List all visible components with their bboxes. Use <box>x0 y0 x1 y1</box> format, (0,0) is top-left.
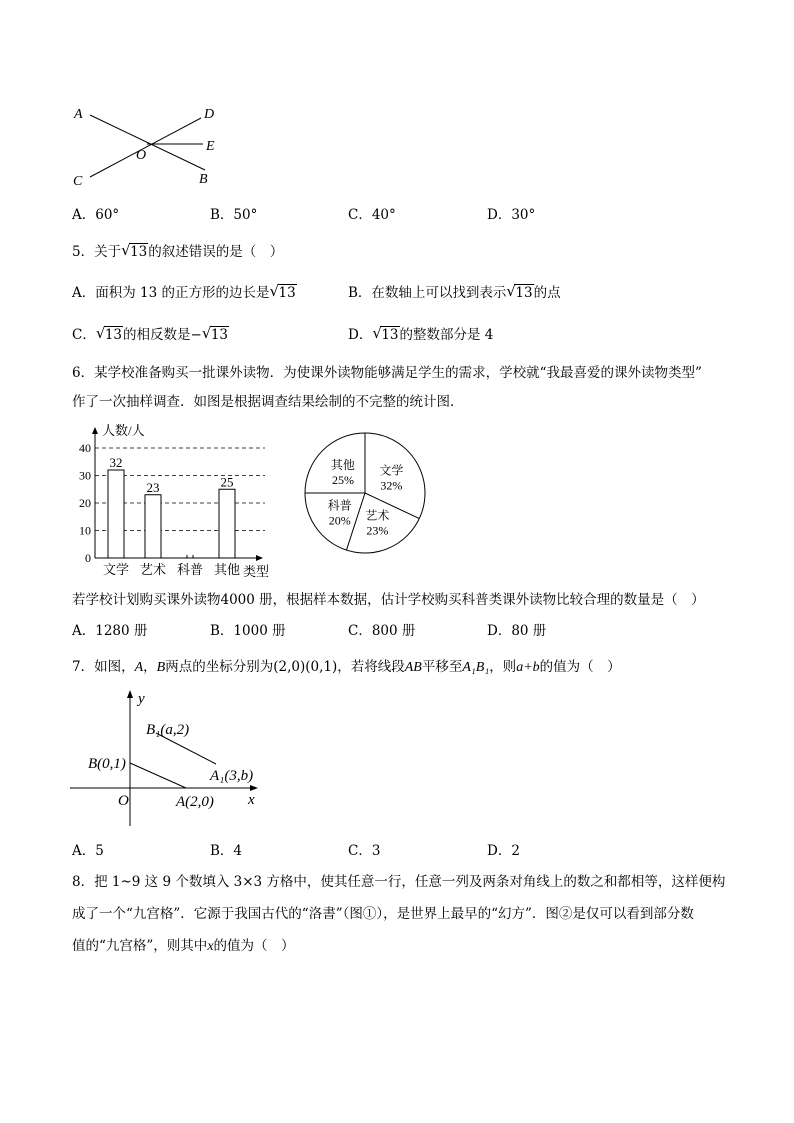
bar-category-label: 科普 <box>176 562 204 577</box>
q4-option-b[interactable]: B．50° <box>210 207 258 223</box>
pie-slice-pct: 32% <box>380 478 403 493</box>
q5-option-d[interactable]: D． √ 13的整数部分是 4 <box>348 324 494 343</box>
q6-question: 若学校计划购买课外读物4000 册，根据样本数据，估计学校购买科普类课外读物比较合理的数量是（ ） <box>72 592 705 608</box>
label-E: E <box>206 139 215 154</box>
q7-stem: 7．如图，A，B两点的坐标分别为(2,0)(0,1)，若将线段AB平移至A₁B₁，则a+b的值为（ ） <box>72 659 621 675</box>
bar-xlabel: 类型 <box>243 564 270 579</box>
bar-data-label: 32 <box>109 455 123 470</box>
label-y: y <box>138 691 145 707</box>
label-B1: B₁(a,2) <box>146 722 190 738</box>
label-O: O <box>118 793 129 809</box>
pie-slice-label: 艺术 <box>365 508 390 523</box>
label-C: C <box>73 174 83 189</box>
q8-stem-line1: 8．把 1~9 这 9 个数填入 3×3 方格中，使其任意一行，任意一列及两条对角线上的数之和都相等，这样便构 <box>72 874 726 890</box>
bar-其他 <box>219 489 235 558</box>
q5-option-a[interactable]: A．面积为 13 的正方形的边长是 √ 13 <box>72 282 296 301</box>
q7-option-c[interactable]: C．3 <box>348 843 381 859</box>
q6-option-b[interactable]: B．1000 册 <box>210 623 286 639</box>
q7-option-a[interactable]: A．5 <box>72 843 104 859</box>
label-D: D <box>204 107 215 122</box>
q7-option-b[interactable]: B．4 <box>210 843 243 859</box>
bar-ytick-label: 20 <box>79 496 91 510</box>
bar-data-label: 23 <box>146 479 160 495</box>
q8-stem-line3: 值的“九宫格”，则其中x的值为（ ） <box>72 938 295 954</box>
bar-ytick-label: 40 <box>79 441 91 455</box>
bar-ylabel: 人数/人 <box>102 423 145 438</box>
q5-stem: 5．关于 √ 13的叙述错误的是（ ） <box>72 241 284 260</box>
pie-slice-pct: 25% <box>331 472 354 487</box>
pie-slice-label: 文学 <box>379 463 404 478</box>
q4-option-d[interactable]: D．30° <box>487 207 536 223</box>
bar-data-label: 25 <box>220 474 234 490</box>
label-O: O <box>136 148 147 163</box>
q6-option-c[interactable]: C．800 册 <box>348 623 416 639</box>
q6-stem-line1: 6．某学校准备购买一批课外读物．为使课外读物能够满足学生的需求，学校就“我最喜爱的课外读物类型” <box>72 365 702 381</box>
bar-ytick-label: 30 <box>79 468 91 483</box>
bar-ytick-label: 0 <box>85 551 91 565</box>
q5-option-b[interactable]: B．在数轴上可以找到表示 √ 13的点 <box>348 282 561 301</box>
q7-option-d[interactable]: D．2 <box>487 843 520 859</box>
label-A: A(2,0) <box>176 794 214 810</box>
bar-chart <box>70 420 280 580</box>
pie-slice-label: 其他 <box>330 457 355 472</box>
q4-option-a[interactable]: A．60° <box>72 207 120 223</box>
angle-figure <box>68 100 228 190</box>
pie-slice-label: 科普 <box>327 498 352 513</box>
bar-ytick-label: 10 <box>79 523 91 538</box>
q6-option-a[interactable]: A．1280 册 <box>72 623 148 639</box>
label-A1: A₁(3,b) <box>210 768 254 784</box>
coordinate-figure <box>68 688 278 833</box>
label-B: B(0,1) <box>88 756 126 772</box>
label-x: x <box>248 792 255 808</box>
pie-slice-pct: 23% <box>366 523 389 538</box>
q6-option-d[interactable]: D．80 册 <box>487 623 547 639</box>
bar-艺术 <box>145 495 161 558</box>
pie-slice-pct: 20% <box>328 513 351 528</box>
bar-category-label: 艺术 <box>139 562 167 577</box>
q6-stem-line2: 作了一次抽样调查．如图是根据调查结果绘制的不完整的统计图． <box>72 394 464 410</box>
pie-chart <box>300 428 430 558</box>
label-A: A <box>74 107 83 122</box>
q4-option-c[interactable]: C．40° <box>348 207 396 223</box>
label-B: B <box>199 172 208 187</box>
q5-option-c[interactable]: C． √ 13的相反数是− √ 13 <box>72 324 229 343</box>
q8-stem-line2: 成了一个“九宫格”．它源于我国古代的“洛書”（图①），是世界上最早的“幻方”．图②是仅可以看到部分数 <box>72 906 694 922</box>
bar-文学 <box>108 470 124 558</box>
bar-category-label: 文学 <box>102 562 130 577</box>
bar-category-label: 其他 <box>213 562 241 577</box>
